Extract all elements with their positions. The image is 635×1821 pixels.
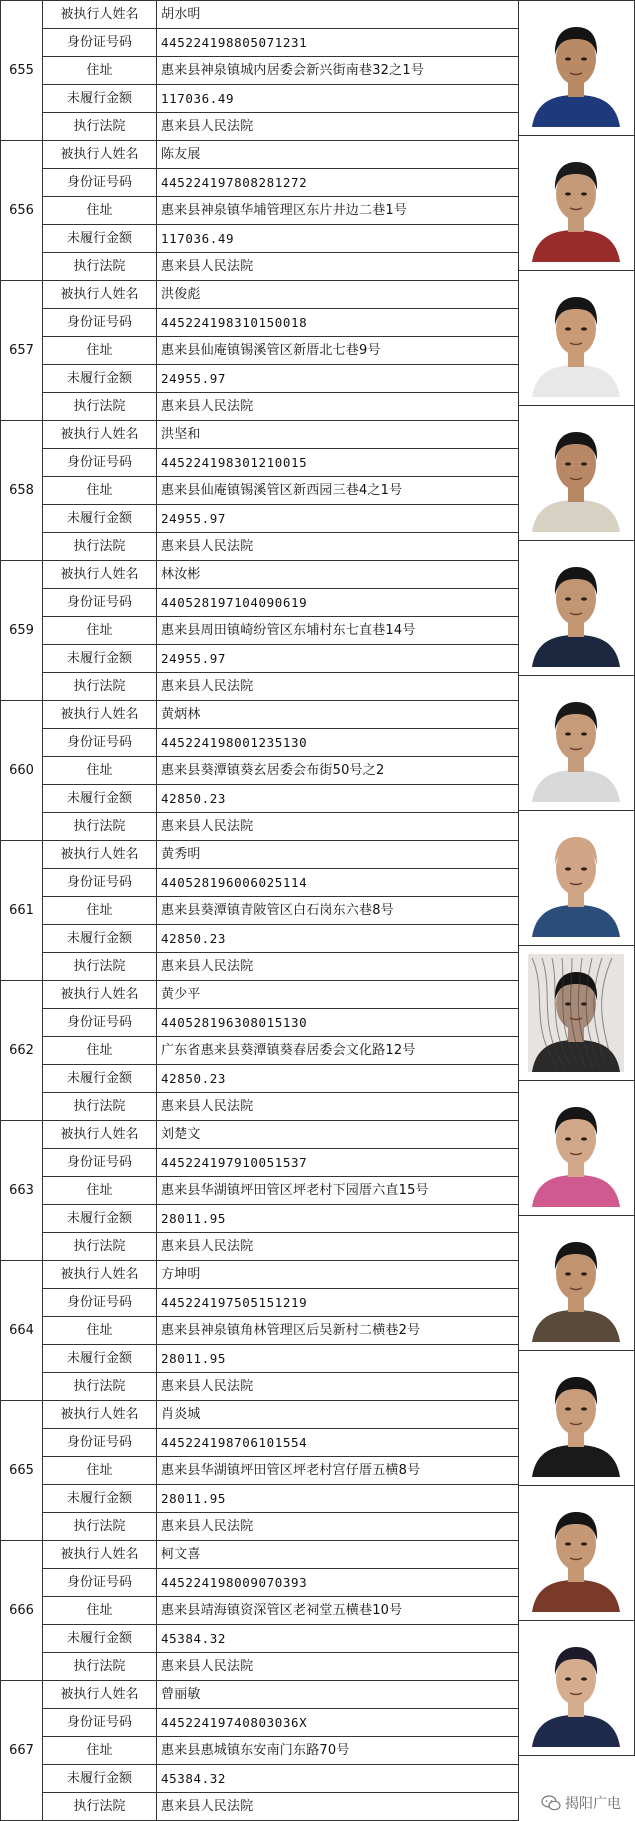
portrait-cell	[518, 1215, 635, 1350]
executing-court-label: 执行法院	[43, 113, 157, 141]
unpaid-amount-label: 未履行金额	[43, 645, 157, 673]
record-row	[1, 785, 519, 813]
unpaid-amount-label: 未履行金额	[43, 925, 157, 953]
portrait-left-eye	[565, 732, 571, 735]
unpaid-amount-label: 未履行金额	[43, 785, 157, 813]
unpaid-amount-value: 24955.97	[157, 505, 519, 533]
record-row	[1, 1037, 519, 1065]
portrait-right-eye	[581, 1677, 587, 1680]
unpaid-amount-value: 28011.95	[157, 1345, 519, 1373]
record-number: 659	[1, 561, 43, 701]
unpaid-amount-value: 28011.95	[157, 1485, 519, 1513]
portrait-cell	[518, 945, 635, 1080]
id-number-label: 身份证号码	[43, 449, 157, 477]
id-number-label: 身份证号码	[43, 1709, 157, 1737]
record-row	[1, 253, 519, 281]
name-label: 被执行人姓名	[43, 1401, 157, 1429]
record-row	[1, 337, 519, 365]
portrait-cell	[518, 675, 635, 810]
name-value: 洪俊彪	[157, 281, 519, 309]
record-row	[1, 393, 519, 421]
portrait-cell	[518, 0, 635, 135]
address-label: 住址	[43, 197, 157, 225]
id-number-value: 445224198706101554	[157, 1429, 519, 1457]
portrait-left-eye	[565, 462, 571, 465]
address-label: 住址	[43, 337, 157, 365]
id-number-value: 445224198001235130	[157, 729, 519, 757]
unpaid-amount-label: 未履行金额	[43, 1205, 157, 1233]
portrait-right-eye	[581, 57, 587, 60]
portrait-right-eye	[581, 1542, 587, 1545]
portrait-photo	[528, 819, 624, 937]
record-number: 661	[1, 841, 43, 981]
record-row	[1, 1653, 519, 1681]
record-number: 666	[1, 1541, 43, 1681]
executing-court-value: 惠来县人民法院	[157, 953, 519, 981]
portrait-photo	[528, 684, 624, 802]
record-row	[1, 897, 519, 925]
record-row	[1, 505, 519, 533]
portrait-photo	[528, 1359, 624, 1477]
unpaid-amount-value: 42850.23	[157, 925, 519, 953]
record-row	[1, 1569, 519, 1597]
record-row	[1, 589, 519, 617]
record-number: 655	[1, 1, 43, 141]
portrait-left-eye	[565, 192, 571, 195]
unpaid-amount-label: 未履行金额	[43, 1625, 157, 1653]
executing-court-label: 执行法院	[43, 533, 157, 561]
address-value: 惠来县仙庵镇锡溪管区新厝北七巷9号	[157, 337, 519, 365]
record-number: 665	[1, 1401, 43, 1541]
photo-column-bottom-border	[518, 1755, 635, 1756]
portrait-left-eye	[565, 57, 571, 60]
id-number-value: 445224198310150018	[157, 309, 519, 337]
address-value: 惠来县华湖镇坪田管区坪老村宫仔厝五横8号	[157, 1457, 519, 1485]
record-row	[1, 57, 519, 85]
record-row	[1, 757, 519, 785]
record-row	[1, 869, 519, 897]
executing-court-label: 执行法院	[43, 953, 157, 981]
record-row	[1, 309, 519, 337]
executing-court-value: 惠来县人民法院	[157, 1233, 519, 1261]
address-label: 住址	[43, 1737, 157, 1765]
record-number: 667	[1, 1681, 43, 1821]
id-number-label: 身份证号码	[43, 29, 157, 57]
record-row	[1, 1149, 519, 1177]
portrait-photo	[528, 279, 624, 397]
record-row	[1, 1709, 519, 1737]
record-row	[1, 477, 519, 505]
id-number-value: 440528196308015130	[157, 1009, 519, 1037]
record-row	[1, 1177, 519, 1205]
address-label: 住址	[43, 57, 157, 85]
id-number-label: 身份证号码	[43, 1569, 157, 1597]
record-row	[1, 1737, 519, 1765]
name-value: 胡水明	[157, 1, 519, 29]
portrait-cell	[518, 540, 635, 675]
portrait-cell	[518, 810, 635, 945]
record-row	[1, 1681, 519, 1709]
record-row	[1, 449, 519, 477]
unpaid-amount-value: 28011.95	[157, 1205, 519, 1233]
record-number: 657	[1, 281, 43, 421]
portrait-right-eye	[581, 462, 587, 465]
record-row	[1, 29, 519, 57]
record-row	[1, 561, 519, 589]
name-label: 被执行人姓名	[43, 281, 157, 309]
name-label: 被执行人姓名	[43, 1, 157, 29]
unpaid-amount-value: 42850.23	[157, 785, 519, 813]
executing-court-label: 执行法院	[43, 1093, 157, 1121]
name-value: 肖炎城	[157, 1401, 519, 1429]
unpaid-amount-value: 117036.49	[157, 85, 519, 113]
record-row	[1, 1233, 519, 1261]
record-row	[1, 169, 519, 197]
portrait-cell	[518, 135, 635, 270]
record-row	[1, 85, 519, 113]
address-value: 惠来县神泉镇城内居委会新兴街南巷32之1号	[157, 57, 519, 85]
executing-court-value: 惠来县人民法院	[157, 813, 519, 841]
portrait-left-eye	[565, 1407, 571, 1410]
watermark	[535, 1791, 627, 1815]
portrait-photo	[528, 1224, 624, 1342]
record-row	[1, 813, 519, 841]
executing-court-label: 执行法院	[43, 1653, 157, 1681]
record-row	[1, 281, 519, 309]
record-row	[1, 1765, 519, 1793]
executing-court-value: 惠来县人民法院	[157, 113, 519, 141]
portrait-cell	[518, 1485, 635, 1620]
record-row	[1, 1429, 519, 1457]
portrait-right-eye	[581, 867, 587, 870]
address-value: 惠来县华湖镇坪田管区坪老村下园厝六直15号	[157, 1177, 519, 1205]
record-row	[1, 953, 519, 981]
executing-court-value: 惠来县人民法院	[157, 253, 519, 281]
name-label: 被执行人姓名	[43, 561, 157, 589]
id-number-value: 445224197808281272	[157, 169, 519, 197]
unpaid-amount-label: 未履行金额	[43, 225, 157, 253]
portrait-cell	[518, 1620, 635, 1755]
record-row	[1, 1261, 519, 1289]
portrait-left-eye	[565, 1137, 571, 1140]
address-value: 惠来县神泉镇角林管理区后吴新村二横巷2号	[157, 1317, 519, 1345]
record-row	[1, 197, 519, 225]
record-number: 656	[1, 141, 43, 281]
portrait-photo	[528, 9, 624, 127]
executing-court-label: 执行法院	[43, 1793, 157, 1821]
unpaid-amount-label: 未履行金额	[43, 85, 157, 113]
name-value: 方坤明	[157, 1261, 519, 1289]
record-row	[1, 365, 519, 393]
name-value: 柯文喜	[157, 1541, 519, 1569]
address-label: 住址	[43, 477, 157, 505]
address-label: 住址	[43, 1317, 157, 1345]
unpaid-amount-value: 45384.32	[157, 1765, 519, 1793]
portrait-photo	[528, 1089, 624, 1207]
portrait-left-eye	[565, 327, 571, 330]
id-number-value: 445224198009070393	[157, 1569, 519, 1597]
unpaid-amount-label: 未履行金额	[43, 1485, 157, 1513]
record-row	[1, 1289, 519, 1317]
record-row	[1, 1541, 519, 1569]
record-row	[1, 617, 519, 645]
id-number-label: 身份证号码	[43, 1009, 157, 1037]
record-row	[1, 925, 519, 953]
record-row	[1, 113, 519, 141]
address-label: 住址	[43, 617, 157, 645]
record-row	[1, 1317, 519, 1345]
record-row	[1, 1345, 519, 1373]
name-value: 陈友展	[157, 141, 519, 169]
executing-court-value: 惠来县人民法院	[157, 533, 519, 561]
name-label: 被执行人姓名	[43, 1541, 157, 1569]
record-row	[1, 1457, 519, 1485]
portrait-photo	[528, 1629, 624, 1747]
address-value: 惠来县葵潭镇青陂管区白石岗东六巷8号	[157, 897, 519, 925]
name-label: 被执行人姓名	[43, 421, 157, 449]
executing-court-label: 执行法院	[43, 393, 157, 421]
id-number-label: 身份证号码	[43, 1429, 157, 1457]
address-label: 住址	[43, 1037, 157, 1065]
executing-court-value: 惠来县人民法院	[157, 1793, 519, 1821]
record-row	[1, 1625, 519, 1653]
executing-court-value: 惠来县人民法院	[157, 1653, 519, 1681]
portrait-right-eye	[581, 1137, 587, 1140]
id-number-label: 身份证号码	[43, 1149, 157, 1177]
unpaid-amount-label: 未履行金额	[43, 505, 157, 533]
record-row	[1, 1009, 519, 1037]
record-row	[1, 1597, 519, 1625]
portrait-photo	[528, 954, 624, 1072]
name-value: 黄少平	[157, 981, 519, 1009]
unpaid-amount-value: 117036.49	[157, 225, 519, 253]
record-row	[1, 673, 519, 701]
portrait-right-eye	[581, 327, 587, 330]
portrait-left-eye	[565, 597, 571, 600]
id-number-label: 身份证号码	[43, 869, 157, 897]
unpaid-amount-label: 未履行金额	[43, 1765, 157, 1793]
id-number-label: 身份证号码	[43, 1289, 157, 1317]
portrait-photo	[528, 144, 624, 262]
record-row	[1, 1, 519, 29]
portrait-photo	[528, 549, 624, 667]
unpaid-amount-label: 未履行金额	[43, 1345, 157, 1373]
record-row	[1, 729, 519, 757]
address-value: 惠来县周田镇崎纷管区东埔村东七直巷14号	[157, 617, 519, 645]
portrait-cell	[518, 405, 635, 540]
address-value: 惠来县靖海镇资深管区老祠堂五横巷10号	[157, 1597, 519, 1625]
record-row	[1, 1373, 519, 1401]
address-value: 惠来县仙庵镇锡溪管区新西园三巷4之1号	[157, 477, 519, 505]
id-number-label: 身份证号码	[43, 309, 157, 337]
record-row	[1, 141, 519, 169]
name-label: 被执行人姓名	[43, 701, 157, 729]
name-value: 黄炳林	[157, 701, 519, 729]
record-row	[1, 1121, 519, 1149]
id-number-value: 440528196006025114	[157, 869, 519, 897]
record-row	[1, 1205, 519, 1233]
record-row	[1, 1065, 519, 1093]
unpaid-amount-value: 24955.97	[157, 645, 519, 673]
record-number: 662	[1, 981, 43, 1121]
record-row	[1, 1485, 519, 1513]
portrait-left-eye	[565, 867, 571, 870]
record-row	[1, 701, 519, 729]
id-number-value: 445224198301210015	[157, 449, 519, 477]
name-label: 被执行人姓名	[43, 1681, 157, 1709]
id-number-label: 身份证号码	[43, 169, 157, 197]
name-label: 被执行人姓名	[43, 981, 157, 1009]
executing-court-label: 执行法院	[43, 1233, 157, 1261]
executing-court-label: 执行法院	[43, 673, 157, 701]
executing-court-label: 执行法院	[43, 1513, 157, 1541]
executing-court-label: 执行法院	[43, 1373, 157, 1401]
record-row	[1, 1513, 519, 1541]
record-number: 663	[1, 1121, 43, 1261]
name-value: 洪坚和	[157, 421, 519, 449]
name-label: 被执行人姓名	[43, 141, 157, 169]
name-value: 刘楚文	[157, 1121, 519, 1149]
address-value: 惠来县惠城镇东安南门东路70号	[157, 1737, 519, 1765]
record-row	[1, 1793, 519, 1821]
wechat-bubble-icon	[541, 1794, 561, 1812]
executing-court-label: 执行法院	[43, 813, 157, 841]
address-value: 惠来县葵潭镇葵玄居委会布街50号之2	[157, 757, 519, 785]
address-label: 住址	[43, 757, 157, 785]
address-label: 住址	[43, 897, 157, 925]
name-value: 黄秀明	[157, 841, 519, 869]
address-label: 住址	[43, 1597, 157, 1625]
portrait-left-eye	[565, 1677, 571, 1680]
record-row	[1, 1401, 519, 1429]
record-row	[1, 645, 519, 673]
portrait-right-eye	[581, 192, 587, 195]
portrait-right-eye	[581, 597, 587, 600]
record-row	[1, 225, 519, 253]
name-value: 曾丽敏	[157, 1681, 519, 1709]
unpaid-amount-value: 24955.97	[157, 365, 519, 393]
portrait-photo	[528, 414, 624, 532]
executing-court-label: 执行法院	[43, 253, 157, 281]
record-number: 658	[1, 421, 43, 561]
record-row	[1, 421, 519, 449]
executing-court-value: 惠来县人民法院	[157, 1513, 519, 1541]
address-label: 住址	[43, 1457, 157, 1485]
executing-court-value: 惠来县人民法院	[157, 1093, 519, 1121]
id-number-value: 445224197910051537	[157, 1149, 519, 1177]
unpaid-amount-value: 45384.32	[157, 1625, 519, 1653]
id-number-label: 身份证号码	[43, 729, 157, 757]
unpaid-amount-label: 未履行金额	[43, 1065, 157, 1093]
id-number-value: 44522419740803036X	[157, 1709, 519, 1737]
watermark-text: 揭阳广电	[565, 1796, 621, 1812]
record-row	[1, 533, 519, 561]
id-number-value: 445224198805071231	[157, 29, 519, 57]
record-row	[1, 841, 519, 869]
unpaid-amount-value: 42850.23	[157, 1065, 519, 1093]
id-number-label: 身份证号码	[43, 589, 157, 617]
name-label: 被执行人姓名	[43, 1261, 157, 1289]
portrait-left-eye	[565, 1272, 571, 1275]
executing-court-value: 惠来县人民法院	[157, 673, 519, 701]
portrait-cell	[518, 1080, 635, 1215]
record-number: 664	[1, 1261, 43, 1401]
name-label: 被执行人姓名	[43, 1121, 157, 1149]
name-value: 林汝彬	[157, 561, 519, 589]
id-number-value: 440528197104090619	[157, 589, 519, 617]
record-row	[1, 1093, 519, 1121]
executing-court-value: 惠来县人民法院	[157, 1373, 519, 1401]
portrait-left-eye	[565, 1002, 571, 1005]
name-label: 被执行人姓名	[43, 841, 157, 869]
executing-court-value: 惠来县人民法院	[157, 393, 519, 421]
portrait-right-eye	[581, 1272, 587, 1275]
record-row	[1, 981, 519, 1009]
id-number-value: 445224197505151219	[157, 1289, 519, 1317]
address-label: 住址	[43, 1177, 157, 1205]
address-value: 惠来县神泉镇华埔管理区东片井边二巷1号	[157, 197, 519, 225]
portrait-photo	[528, 1494, 624, 1612]
portrait-right-eye	[581, 732, 587, 735]
record-number: 660	[1, 701, 43, 841]
portrait-left-eye	[565, 1542, 571, 1545]
address-value: 广东省惠来县葵潭镇葵春居委会文化路12号	[157, 1037, 519, 1065]
portrait-cell	[518, 270, 635, 405]
portrait-cell	[518, 1350, 635, 1485]
unpaid-amount-label: 未履行金额	[43, 365, 157, 393]
portrait-right-eye	[581, 1407, 587, 1410]
